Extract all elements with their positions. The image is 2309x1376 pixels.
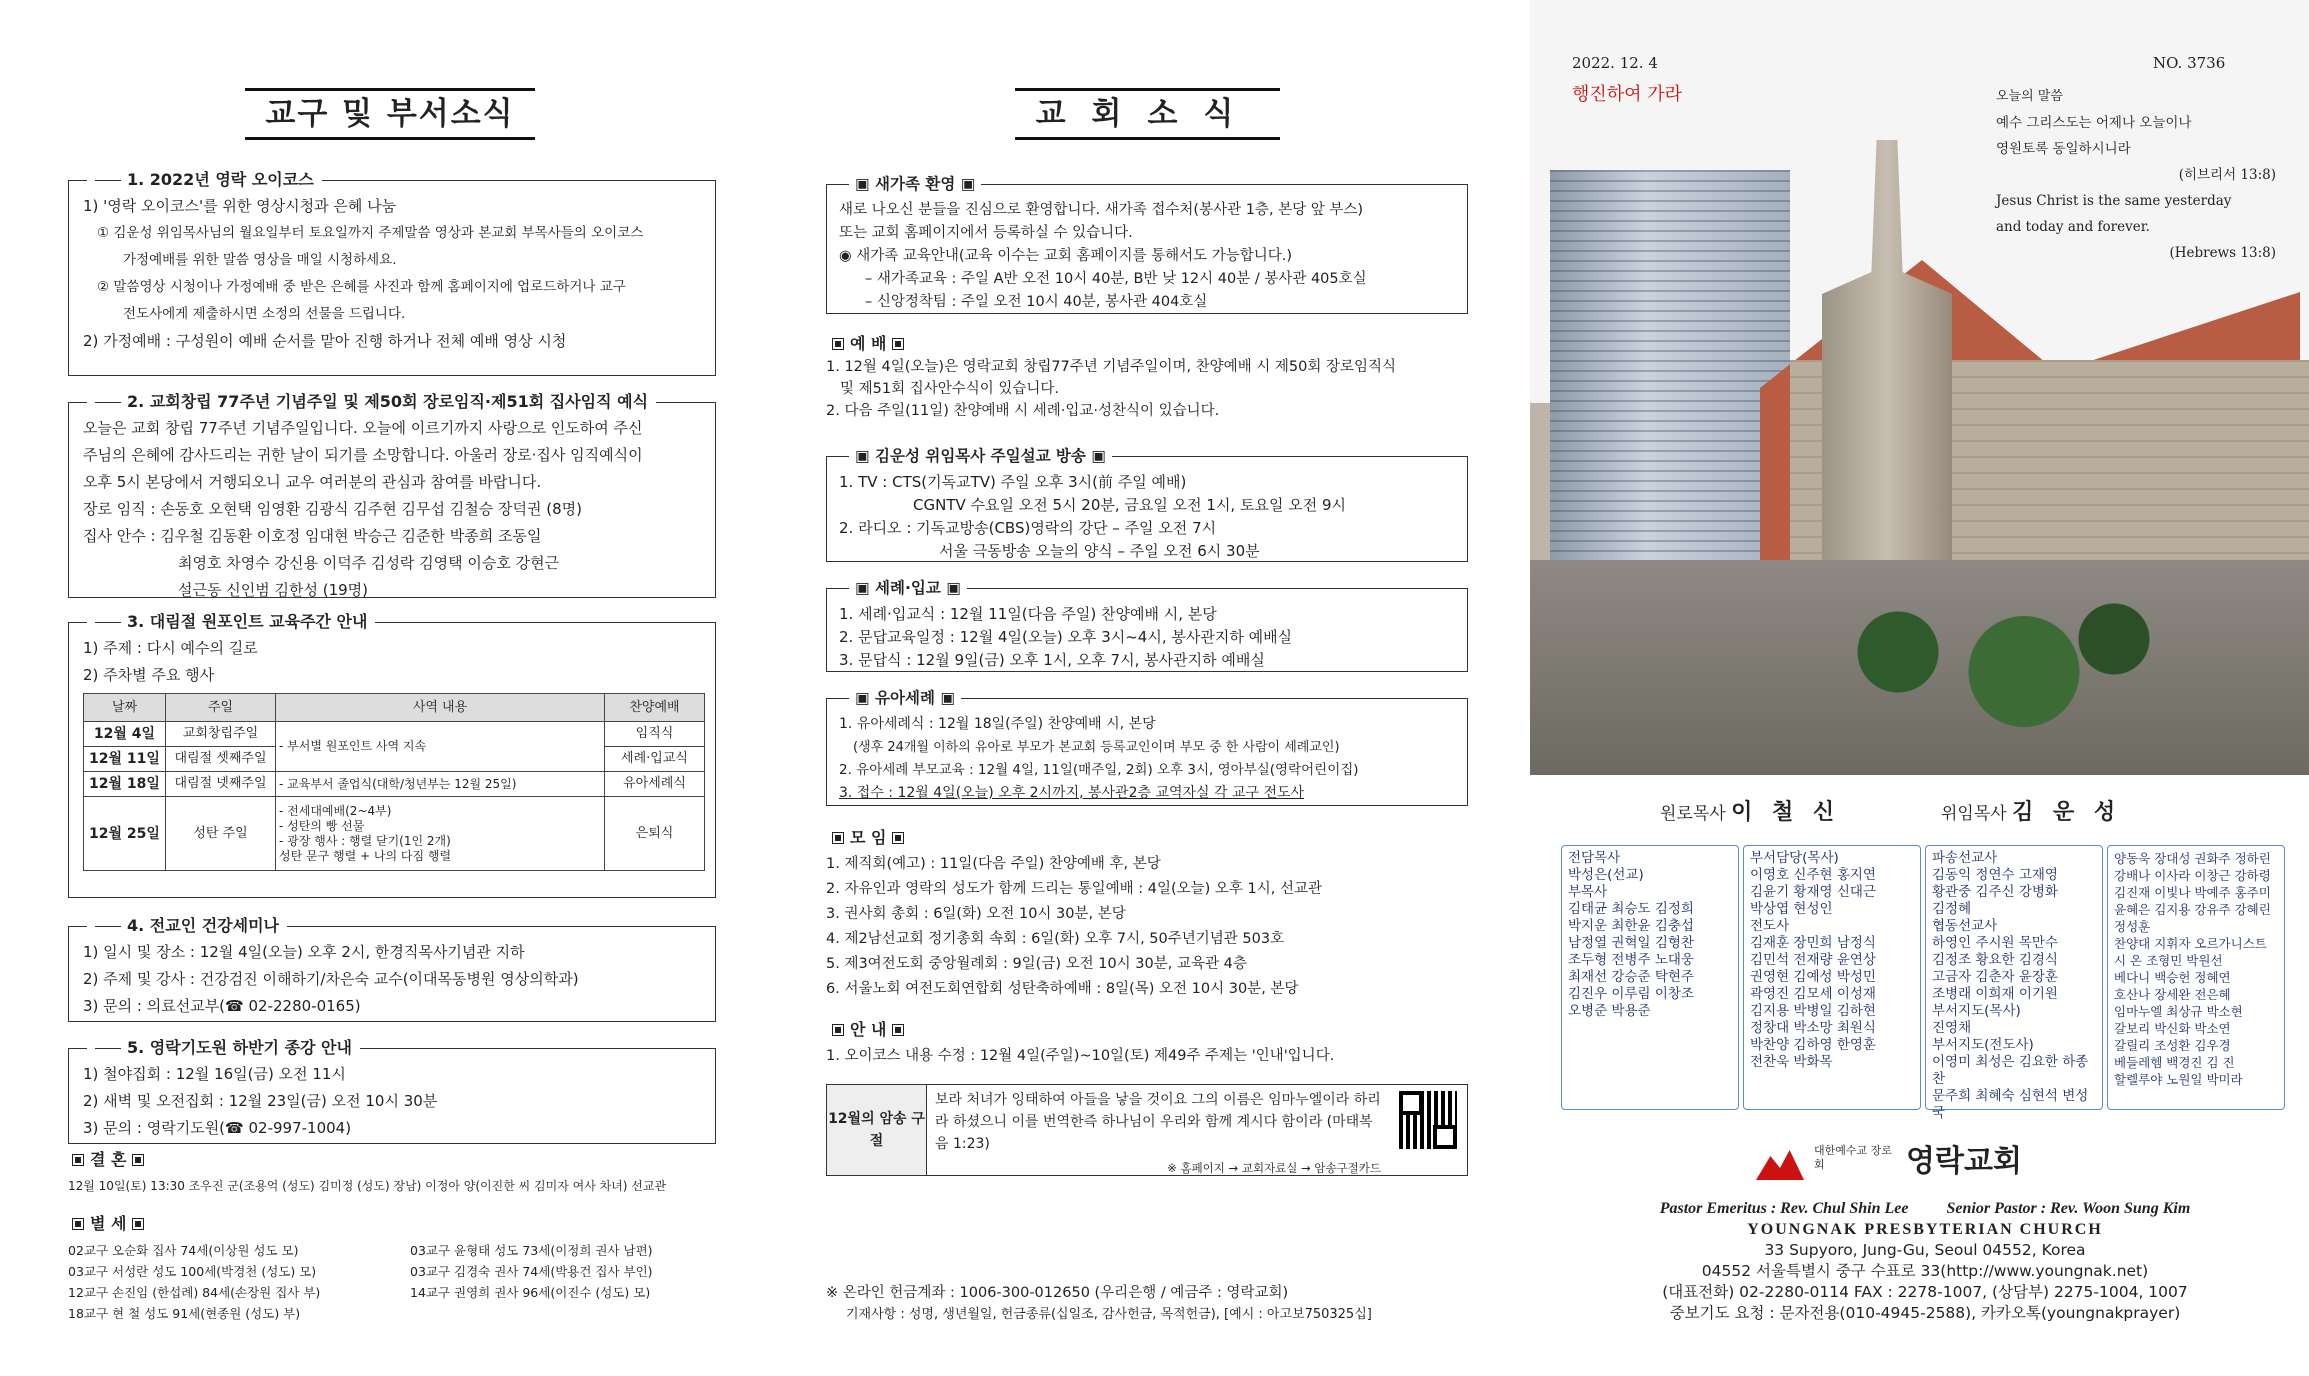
broadcast-box [826,447,1468,562]
obituary-list-left [68,1240,398,1324]
verse-en: Jesus Christ is the same yesterday [1996,193,2232,209]
meeting-line: 6. 서울노회 여전도회연합회 성탄축하예배 : 8일(목) 오전 10시 30분, 본당 [826,981,1299,997]
staff-list-evangelists: 부서담당(목사) 이영호 신주현 홍지연 김윤기 황재영 신대근 박상엽 현성인 전도사 김재훈 장민희 남정식 김민석 전재량 윤연상 권영현 김예성 박성민 곽영진 김모세 이성재 김지용 박병일 김하현 정창대 박소망 최원식 박찬양 김하영 한영훈 전찬욱 박화목 [1743,845,1921,1110]
baptism-line: 1. 세례·입교식 : 12월 11일(다음 주일) 찬양예배 시, 본당 [839,605,1217,623]
memory-verse-box [826,1084,1468,1176]
obituary-list-right [410,1240,730,1303]
table-cell: 은퇴식 [605,797,705,871]
list-item: 14교구 권영희 권사 96세(이진수 (성도) 모) [410,1285,651,1300]
new-family-line: ◉ 새가족 교육안내(교육 이수는 교회 홈페이지를 통해서도 가능합니다.) [839,248,1293,264]
footer-church-name: YOUNGNAK PRESBYTERIAN CHURCH [1747,1221,2103,1238]
infant-baptism-heading: ▣ 유아세례 ▣ [849,686,961,710]
tower-building [1550,170,1790,590]
new-family-line: – 신앙정착팀 : 주일 오전 10시 40분, 봉사관 404호실 [865,294,1208,310]
advent-line: 1) 주제 : 다시 예수의 길로 [83,639,258,657]
list-item: 03교구 서성란 성도 100세(박경천 (성도) 모) [68,1264,317,1279]
staff-list-choir: 양동욱 장대성 권화주 정하린 강배나 이사라 이창근 강하령 김진재 이빛나 박예주 홍주미 윤혜은 김지용 강유주 강혜린 정성훈 찬양대 지휘자 오르가니스트 시 온 조형민 박원선 베다니 백승헌 정혜연 호산나 장세완 전은혜 임마누엘 최상규 박소현 갈보리 박신화 박소연 갈릴리 조성환 김우경 베들레헴 백경진 김 진 할렐루야 노원일 박미라 [2107,845,2285,1110]
baptism-heading: ▣ 세례·입교 ▣ [849,576,967,600]
motto: 행진하여 가라 [1572,84,1683,105]
church-photo [1530,0,2309,775]
baptism-box [826,579,1468,672]
notice-line: 1. 오이코스 내용 수정 : 12월 4일(주일)~10일(토) 제49주 주제는 '인내'입니다. [826,1048,1335,1064]
anniversary-line: 오늘은 교회 창립 77주년 기념주일입니다. 오늘에 이르기까지 사랑으로 인도하여 주신 [83,419,643,437]
verse-ko: 예수 그리스도는 어제나 오늘이나 [1996,115,2192,131]
pastor-names [1660,795,2260,826]
qr-code-icon[interactable] [1399,1091,1457,1149]
meeting-line: 5. 제3여전도회 중앙월례회 : 9일(금) 오전 10시 30분, 교육관 4층 [826,956,1247,972]
advent-heading: 3. 대림절 원포인트 교육주간 안내 [87,609,375,635]
anniversary-heading: 2. 교회창립 77주년 기념주일 및 제50회 장로임직·제51회 집사임직 예식 [87,389,656,415]
memory-verse-label: 12월의 암송 구절 [827,1085,927,1175]
footer-address-en: 33 Supyoro, Jung-Gu, Seoul 04552, Korea [1764,1241,2086,1259]
broadcast-line: 서울 극동방송 오늘의 양식 – 주일 오전 6시 30분 [939,542,1260,560]
list-item: 02교구 오순화 집사 74세(이상원 성도 모) [68,1243,299,1258]
oikos-line: 1) '영락 오이코스'를 위한 영상시청과 은혜 나눔 [83,197,397,215]
offering-info [826,1282,1476,1326]
bulletin-date: 2022. 12. 4 [1572,54,1658,72]
list-item: 03교구 윤형태 성도 73세(이정희 권사 남편) [410,1243,653,1258]
memory-verse-content [927,1085,1389,1175]
new-family-line: 새로 나오신 분들을 진심으로 환영합니다. 새가족 접수처(봉사관 1층, 본당 앞 부스) [839,202,1364,218]
meeting-text [826,852,1476,1002]
emeritus-label: 원로목사 [1660,804,1726,824]
prayer-house-heading: 5. 영락기도원 하반기 종강 안내 [87,1035,360,1061]
baptism-line: 3. 문답식 : 12월 9일(금) 오후 1시, 오후 7시, 봉사관지하 예배실 [839,651,1265,669]
worship-heading: 예 배 [826,332,910,356]
verse-en-ref: (Hebrews 13:8) [2169,245,2276,261]
oikos-heading: 1. 2022년 영락 오이코스 [87,167,322,193]
table-cell: 대림절 넷째주일 [166,772,276,797]
wedding-heading: 결 혼 [66,1148,150,1172]
verse-ko-ref: (히브리서 13:8) [2178,167,2276,183]
prayer-line: 3) 문의 : 영락기도원(☎ 02-997-1004) [83,1119,352,1137]
health-seminar-heading: 4. 전교인 건강세미나 [87,913,287,939]
infant-line: (생후 24개월 이하의 유아로 부모가 본교회 등록교인이며 부모 중 한 사람이 세례교인) [853,740,1340,755]
broadcast-line: 1. TV : CTS(기독교TV) 주일 오후 3시(前 주일 예배) [839,473,1187,491]
footer-phone: (대표전화) 02-2280-0114 FAX : 2278-1007, (상담부) 2275-1004, 1007 [1662,1283,2188,1301]
table-header: 주일 [166,694,276,722]
emeritus-name: 이 철 신 [1731,800,1841,825]
table-header: 날짜 [84,694,166,722]
deacon-list: 집사 안수 : 김우철 김동환 이호정 임대현 박승근 김준한 박종희 조동일 [83,527,542,545]
left-title: 교구 및 부서소식 [245,88,535,140]
meeting-line: 3. 권사회 총회 : 6일(화) 오전 10시 30분, 본당 [826,906,1126,922]
obituary-heading: 별 세 [66,1212,150,1236]
anniversary-line: 주님의 은혜에 감사드리는 귀한 날이 되기를 소망합니다. 아울러 장로·집사 임직예식이 [83,446,643,464]
meeting-line: 4. 제2남선교회 정기총회 속회 : 6일(화) 오후 7시, 50주년기념관 503호 [826,931,1285,947]
table-cell: 성탄 주일 [166,797,276,871]
table-cell: 12월 25일 [84,797,166,871]
wedding-text: 12월 10일(토) 13:30 조우진 군(조용억 (성도) 김미정 (성도) 장남) 이정아 양(이진한 씨 김미자 여사 차녀) 선교관 [68,1179,667,1193]
oikos-line: 전도사에게 제출하시면 소정의 선물을 드립니다. [123,306,406,322]
verse-label: 오늘의 말씀 [1996,89,2063,104]
new-family-heading: ▣ 새가족 환영 ▣ [849,172,981,196]
prayer-line: 2) 새벽 및 오전집회 : 12월 23일(금) 오전 10시 30분 [83,1092,438,1110]
senior-label: 위임목사 [1941,804,2007,824]
table-cell: 대림절 셋째주일 [166,747,276,772]
footer-pastors [1560,1198,2290,1219]
seminar-line: 1) 일시 및 장소 : 12월 4일(오늘) 오후 2시, 한경직목사기념관 지하 [83,943,525,961]
advent-box [68,612,716,898]
worship-line: 2. 다음 주일(11일) 찬양예배 시 세례·입교·성찬식이 있습니다. [826,403,1220,419]
oikos-line: ② 말씀영상 시청이나 가정예배 중 받은 은혜를 사진과 함께 홈페이지에 업로드하거나 교구 [97,279,626,295]
logo-mark-icon [1752,1132,1808,1184]
list-item: 18교구 현 철 성도 91세(현종원 (성도) 부) [68,1306,301,1321]
health-seminar-box [68,916,716,1022]
infant-line: 3. 접수 : 12월 4일(오늘) 오후 2시까지, 봉사관2층 교역자실 각 교구 전도사 [839,785,1305,801]
advent-schedule-table [83,693,705,871]
oikos-line: 2) 가정예배 : 구성원이 예배 순서를 맡아 진행 하거나 전체 예배 영상 시청 [83,332,567,350]
offering-note: 기재사항 : 성명, 생년월일, 헌금종류(십일조, 감사헌금, 목적헌금), [예시 : 아고보750325십] [846,1307,1372,1322]
broadcast-heading: ▣ 김운성 위임목사 주일설교 방송 ▣ [849,444,1112,468]
meeting-line: 2. 자유인과 영락의 성도가 함께 드리는 통일예배 : 4일(오늘) 오후 1시, 선교관 [826,881,1322,897]
right-column [1530,0,2309,1376]
table-cell: 교회창립주일 [166,722,276,747]
footer-address-ko: 04552 서울특별시 중구 수표로 33(http://www.youngnak.net) [1701,1262,2149,1280]
baptism-line: 2. 문답교육일정 : 12월 4일(오늘) 오후 3시~4시, 봉사관지하 예배실 [839,628,1293,646]
elder-list: 장로 임직 : 손동호 오현택 임영환 김광식 김주현 김무섭 김철승 장덕권 (8명) [83,500,582,518]
table-header: 사역 내용 [276,694,605,722]
deacon-list: 최영호 차영수 강신용 이덕주 김성락 김영택 이승호 강현근 [178,554,560,572]
footer-senior: Senior Pastor : Rev. Woon Sung Kim [1946,1200,2191,1217]
offering-account: ※ 온라인 헌금계좌 : 1006-300-012650 (우리은행 / 예금주 : 영락교회) [826,1285,1289,1301]
bulletin-number: NO. 3736 [2153,54,2226,72]
staff-list-pastors: 전담목사 박성은(선교) 부목사 김태균 최승도 김정희 박지운 최한윤 김충섭 남정열 권혁일 김형찬 조두형 전병주 노대웅 최재선 강승준 탁현주 김진우 이루림 이창조 오병준 박용준 [1561,845,1739,1110]
infant-baptism-box [826,689,1468,806]
list-item: 03교구 김경숙 권사 74세(박용건 집사 부인) [410,1264,653,1279]
senior-name: 김 운 성 [2012,800,2122,825]
notice-text [826,1044,1476,1069]
oikos-line: 가정예배를 위한 말씀 영상을 매일 시청하세요. [123,252,397,268]
notice-heading: 안 내 [826,1018,910,1042]
broadcast-line: 2. 라디오 : 기독교방송(CBS)영락의 강단 – 주일 오전 7시 [839,519,1217,537]
table-cell: 12월 4일 [84,722,166,747]
verse-en: and today and forever. [1996,219,2150,235]
worship-text [826,356,1476,422]
deacon-list: 설근동 신인범 김한성 (19명) [178,581,368,599]
oikos-box [68,170,716,376]
new-family-box [826,175,1468,314]
church-logo [1752,1128,2092,1188]
table-cell: 12월 11일 [84,747,166,772]
today-verse [1996,84,2296,266]
advent-line: 2) 주차별 주요 행사 [83,666,215,684]
logo-name: 영락교회 [1906,1144,2022,1179]
table-cell: 임직식 [605,722,705,747]
verse-ko: 영원토록 동일하시니라 [1996,141,2131,157]
new-family-line: 또는 교회 홈페이지에서 등록하실 수 있습니다. [839,225,1133,241]
table-cell: 유아세례식 [605,772,705,797]
broadcast-line: CGNTV 수요일 오전 5시 20분, 금요일 오전 1시, 토요일 오전 9시 [913,496,1346,514]
infant-line: 1. 유아세례식 : 12월 18일(주일) 찬양예배 시, 본당 [839,716,1156,732]
memory-verse-text: 보라 처녀가 잉태하여 아들을 낳을 것이요 그의 이름은 임마누엘이라 하리라 하셨으니 이를 번역한즉 하나님이 우리와 함께 계시다 함이라 (마태복음 1:23) [935,1092,1381,1152]
worship-line: 1. 12월 4일(오늘)은 영락교회 창립77주년 기념주일이며, 찬양예배 시 제50회 장로임직식 [826,359,1397,375]
anniversary-box [68,392,716,599]
logo-subtitle: 대한예수교 장로회 [1814,1144,1892,1171]
table-cell: - 부서별 원포인트 사역 지속 [276,722,605,772]
trees [1790,600,2150,730]
table-header: 찬양예배 [605,694,705,722]
church-footer [1560,1198,2290,1324]
footer-prayer: 중보기도 요청 : 문자전용(010-4945-2588), 카카오톡(youngnakprayer) [1669,1304,2181,1322]
new-family-line: – 새가족교육 : 주일 A반 오전 10시 40분, B반 낮 12시 40분 / 봉사관 405호실 [865,271,1367,287]
footer-emeritus: Pastor Emeritus : Rev. Chul Shin Lee [1659,1200,1909,1217]
table-cell: 12월 18일 [84,772,166,797]
anniversary-line: 오후 5시 본당에서 거행되오니 교우 여러분의 관심과 참여를 바랍니다. [83,473,542,491]
infant-line: 2. 유아세례 부모교육 : 12월 4일, 11일(매주일, 2회) 오후 3시, 영아부실(영락어린이집) [839,762,1359,778]
staff-list-missionaries: 파송선교사 김동익 정연수 고재영 황관중 김주신 강병화 김정혜 협동선교사 하영인 주시원 목만수 김정조 황요한 김경식 고금자 김춘자 윤장훈 조병래 이희재 이기원 부서지도(목사) 진영채 부서지도(전도사) 이영미 최성은 김요한 하종찬 문주희 최혜숙 심현석 변성국 [1925,845,2103,1110]
prayer-house-box [68,1038,716,1144]
seminar-line: 3) 문의 : 의료선교부(☎ 02-2280-0165) [83,997,361,1015]
worship-line: 및 제51회 집사안수식이 있습니다. [840,381,1059,397]
memory-verse-path: ※ 홈페이지 → 교회자료실 → 암송구절카드 [1167,1161,1381,1175]
list-item: 12교구 손진임 (한섭례) 84세(손장원 집사 부) [68,1285,321,1300]
middle-title: 교회소식 [1015,88,1280,140]
prayer-line: 1) 철야집회 : 12월 16일(금) 오전 11시 [83,1065,346,1083]
table-cell: - 교육부서 졸업식(대학/청년부는 12월 25일) [276,772,605,797]
meeting-heading: 모 임 [826,826,910,850]
meeting-line: 1. 제직회(예고) : 11일(다음 주일) 찬양예배 후, 본당 [826,856,1161,872]
seminar-line: 2) 주제 및 강사 : 건강검진 이해하기/차은숙 교수(이대목동병원 영상의학과) [83,970,579,988]
table-cell: 세례·입교식 [605,747,705,772]
table-cell: - 전세대예배(2~4부) - 성탄의 빵 선물 - 광장 행사 : 행렬 닫기(1인 2개) 성탄 문구 행렬 + 나의 다짐 행렬 [276,797,605,871]
oikos-line: ① 김운성 위임목사님의 월요일부터 토요일까지 주제말씀 영상과 본교회 부목사들의 오이코스 [97,225,644,241]
